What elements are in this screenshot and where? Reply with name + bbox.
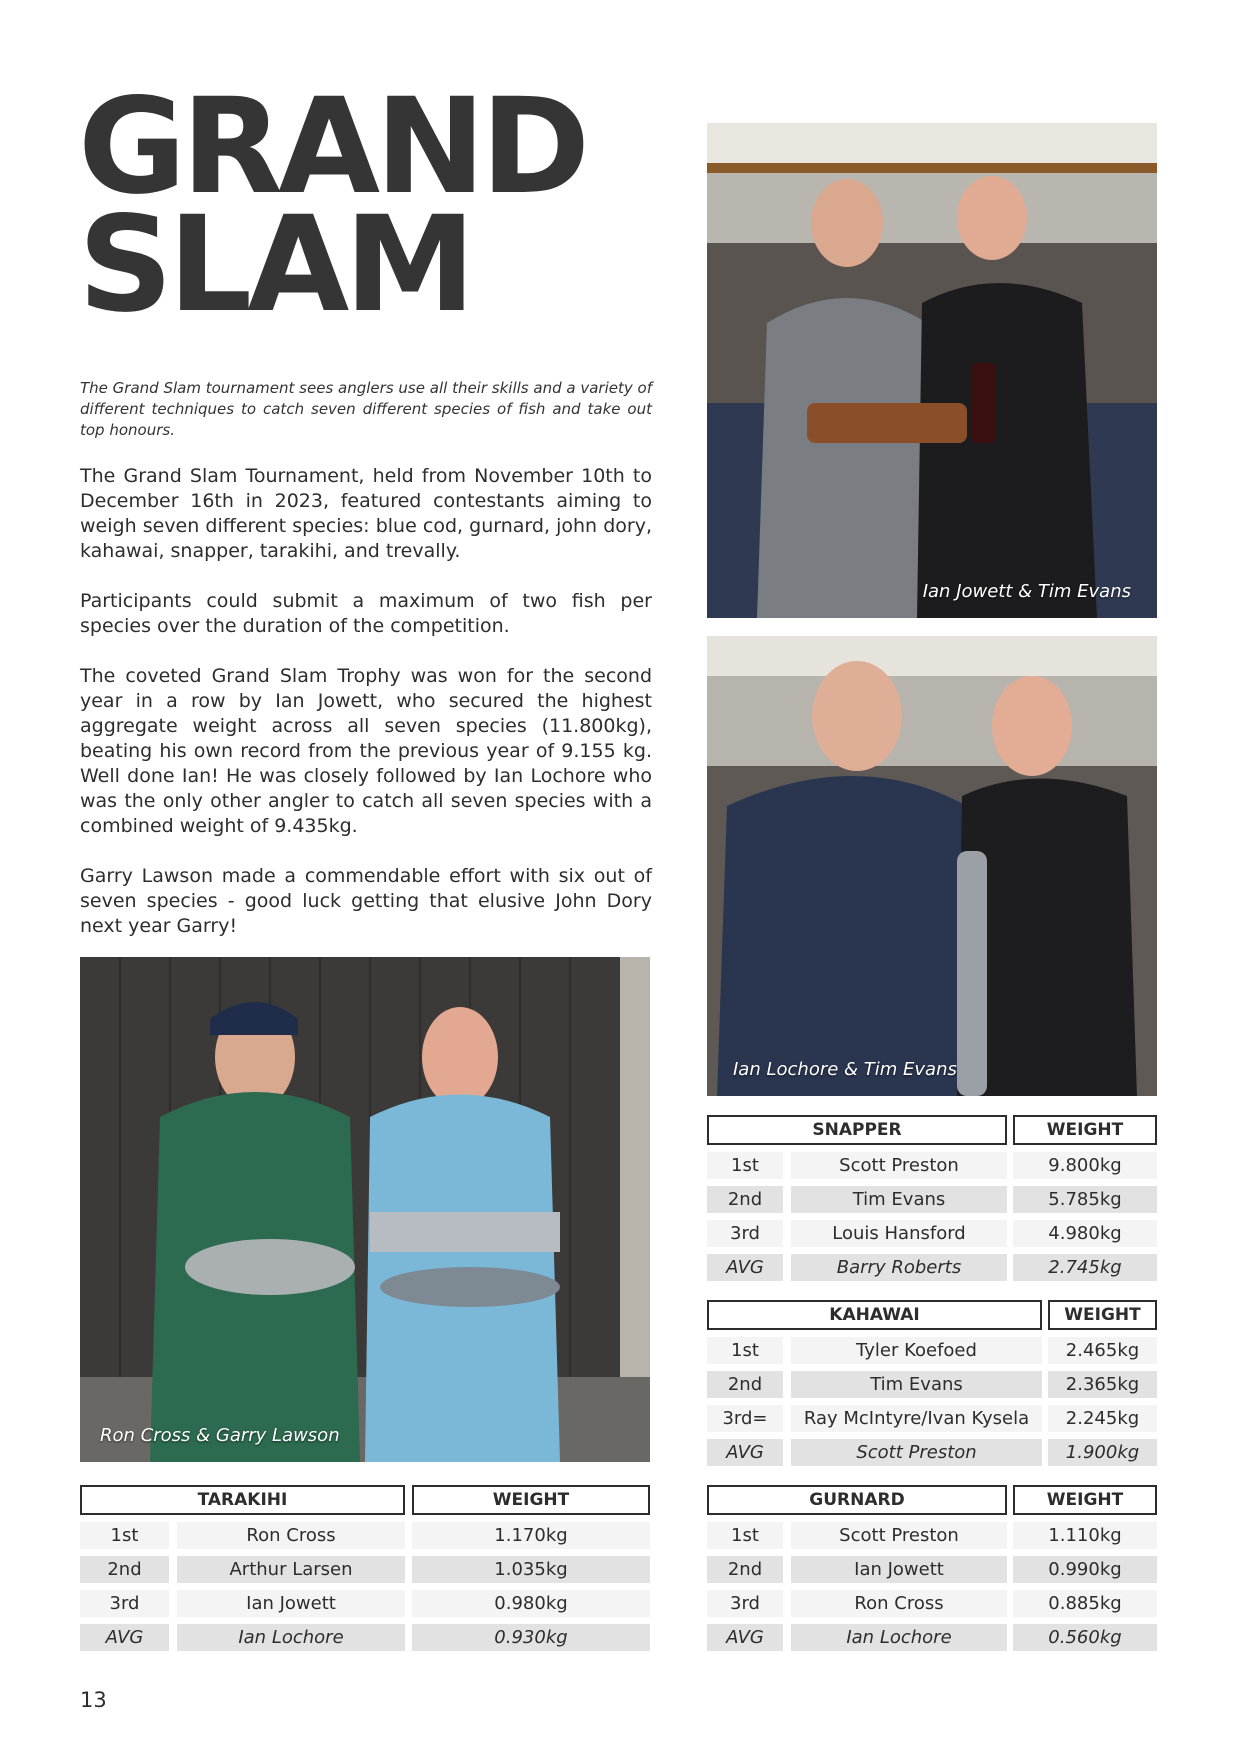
weight-cell: 0.990kg: [1013, 1556, 1157, 1583]
table-species-header: GURNARD: [707, 1485, 1007, 1515]
paragraph-2: Participants could submit a maximum of two fish per species over the duration of the competition.: [80, 590, 652, 637]
weight-cell: 2.745kg: [1013, 1254, 1157, 1281]
title-line-2: SLAM: [78, 188, 471, 342]
weight-cell: 4.980kg: [1013, 1220, 1157, 1247]
name-cell: Ray McIntyre/Ivan Kysela: [791, 1405, 1042, 1432]
article-body: [80, 464, 652, 964]
tarakihi-results-table: [80, 1485, 650, 1653]
paragraph-3: The coveted Grand Slam Trophy was won for the second year in a row by Ian Jowett, who secured the highest aggregate weight across all seven species (11.800kg), beating his own record from the previous year of 9.155 kg. Well done Ian! He was closely followed by Ian Lochore who was the only other angler to catch all seven species with a combined weight of 9.435kg.: [80, 665, 652, 837]
name-cell: Arthur Larsen: [177, 1556, 405, 1583]
name-cell: Ian Jowett: [791, 1556, 1007, 1583]
place-cell: 2nd: [707, 1556, 783, 1583]
place-cell: 1st: [707, 1522, 783, 1549]
place-cell: 1st: [80, 1522, 169, 1549]
place-cell: 3rd: [707, 1220, 783, 1247]
name-cell: Tim Evans: [791, 1186, 1007, 1213]
table-species-header: SNAPPER: [707, 1115, 1007, 1145]
place-cell: AVG: [707, 1439, 783, 1466]
intro-text: The Grand Slam tournament sees anglers use all their skills and a variety of different techniques to catch seven different species of fish and take out top honours.: [80, 379, 652, 439]
photo-cross-lawson: [80, 957, 650, 1462]
place-cell: 2nd: [707, 1371, 783, 1398]
name-cell: Tyler Koefoed: [791, 1337, 1042, 1364]
place-cell: 1st: [707, 1152, 783, 1179]
table-weight-header: WEIGHT: [1048, 1300, 1157, 1330]
place-cell: 3rd: [80, 1590, 169, 1617]
gurnard-results-table: [707, 1485, 1157, 1653]
snapper-results-table: [707, 1115, 1157, 1283]
name-cell: Scott Preston: [791, 1522, 1007, 1549]
weight-cell: 2.245kg: [1048, 1405, 1157, 1432]
name-cell: Barry Roberts: [791, 1254, 1007, 1281]
name-cell: Ian Lochore: [791, 1624, 1007, 1651]
name-cell: Tim Evans: [791, 1371, 1042, 1398]
place-cell: 2nd: [80, 1556, 169, 1583]
place-cell: 2nd: [707, 1186, 783, 1213]
name-cell: Ron Cross: [177, 1522, 405, 1549]
name-cell: Ian Jowett: [177, 1590, 405, 1617]
weight-cell: 1.170kg: [412, 1522, 650, 1549]
weight-cell: 5.785kg: [1013, 1186, 1157, 1213]
name-cell: Louis Hansford: [791, 1220, 1007, 1247]
name-cell: Ron Cross: [791, 1590, 1007, 1617]
weight-cell: 1.035kg: [412, 1556, 650, 1583]
photo-caption: Ian Lochore & Tim Evans: [733, 1059, 957, 1080]
weight-cell: 0.930kg: [412, 1624, 650, 1651]
name-cell: Scott Preston: [791, 1439, 1042, 1466]
title-line-1: GRAND: [78, 70, 586, 224]
page-number: 13: [80, 1688, 107, 1712]
weight-cell: 0.980kg: [412, 1590, 650, 1617]
kahawai-results-table: [707, 1300, 1157, 1468]
place-cell: 3rd=: [707, 1405, 783, 1432]
weight-cell: 2.465kg: [1048, 1337, 1157, 1364]
weight-cell: 0.560kg: [1013, 1624, 1157, 1651]
place-cell: 1st: [707, 1337, 783, 1364]
table-species-header: TARAKIHI: [80, 1485, 405, 1515]
photo-caption: Ron Cross & Garry Lawson: [100, 1425, 340, 1446]
paragraph-4: Garry Lawson made a commendable effort with six out of seven species - good luck getting that elusive John Dory next year Garry!: [80, 865, 652, 937]
paragraph-1: The Grand Slam Tournament, held from November 10th to December 16th in 2023, featured contestants aiming to weigh seven different species: blue cod, gurnard, john dory, kahawai, snapper, tarakihi, and trevally.: [80, 465, 652, 562]
page-title: [78, 70, 586, 342]
place-cell: AVG: [707, 1624, 783, 1651]
place-cell: AVG: [80, 1624, 169, 1651]
photo-lochore-evans: [707, 636, 1157, 1096]
table-weight-header: WEIGHT: [1013, 1485, 1157, 1515]
photo-caption: Ian Jowett & Tim Evans: [922, 581, 1131, 602]
table-species-header: KAHAWAI: [707, 1300, 1042, 1330]
weight-cell: 9.800kg: [1013, 1152, 1157, 1179]
name-cell: Scott Preston: [791, 1152, 1007, 1179]
name-cell: Ian Lochore: [177, 1624, 405, 1651]
place-cell: AVG: [707, 1254, 783, 1281]
weight-cell: 2.365kg: [1048, 1371, 1157, 1398]
table-weight-header: WEIGHT: [1013, 1115, 1157, 1145]
weight-cell: 1.900kg: [1048, 1439, 1157, 1466]
photo-trophy-presentation: [707, 123, 1157, 618]
weight-cell: 1.110kg: [1013, 1522, 1157, 1549]
table-weight-header: WEIGHT: [412, 1485, 650, 1515]
place-cell: 3rd: [707, 1590, 783, 1617]
weight-cell: 0.885kg: [1013, 1590, 1157, 1617]
